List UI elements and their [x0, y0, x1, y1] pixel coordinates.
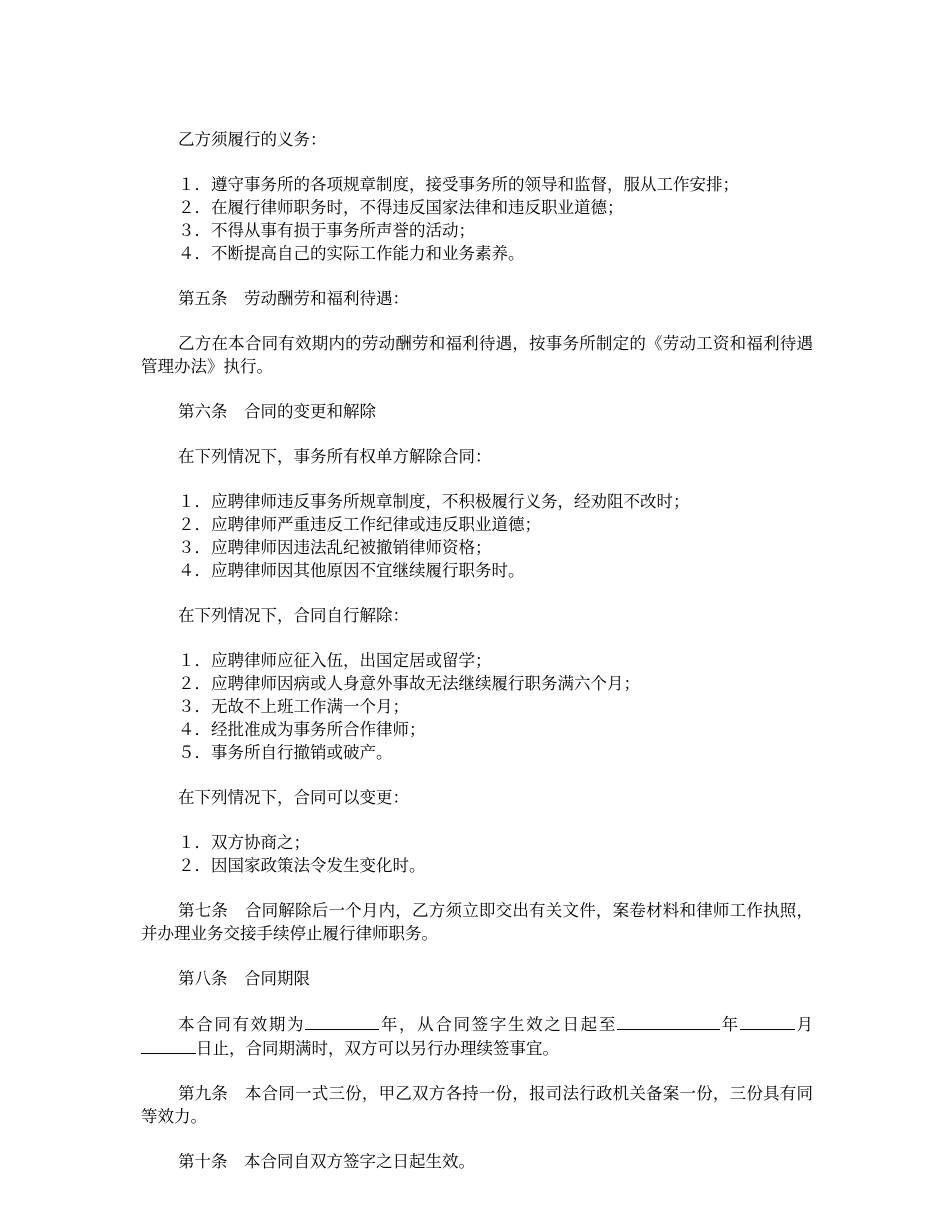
article8-text: 年: [720, 1015, 740, 1034]
article8-body: [141, 1012, 813, 1060]
obligations-heading: 乙方须履行的义务：: [178, 130, 327, 149]
article5-body: 乙方在本合同有效期内的劳动酬劳和福利待遇，按事务所制定的《劳动工资和福利待遇管理办法》执行。: [141, 334, 813, 376]
end-day-blank[interactable]: [141, 1036, 196, 1054]
article8-text: 本合同有效期为: [178, 1015, 306, 1034]
article6-heading: 第六条 合同的变更和解除: [178, 402, 376, 421]
list-item: ５．事务所自行撤销或破产。: [178, 743, 393, 762]
unilateral-termination-list: [141, 490, 813, 582]
unilateral-termination-intro: 在下列情况下，事务所有权单方解除合同：: [178, 447, 492, 466]
article10-body: 第十条 本合同自双方签字之日起生效。: [178, 1152, 475, 1171]
list-item: ４．不断提高自己的实际工作能力和业务素养。: [178, 244, 525, 263]
article7-body: 第七条 合同解除后一个月内，乙方须立即交出有关文件，案卷材料和律师工作执照，并办理业务交接手续停止履行律师职务。: [141, 901, 813, 943]
end-year-blank[interactable]: [617, 1012, 720, 1030]
list-item: １．应聘律师违反事务所规章制度，不积极履行义务，经劝阻不改时；: [178, 492, 690, 511]
article8-text: 年，从合同签字生效之日起至: [379, 1015, 618, 1034]
list-item: ２．应聘律师因病或人身意外事故无法继续履行职务满六个月；: [178, 674, 640, 693]
document-page: [141, 128, 813, 1173]
end-month-blank[interactable]: [740, 1012, 795, 1030]
article8-text: 日止，合同期满时，双方可以另行办理续签事宜。: [196, 1039, 559, 1058]
list-item: １．应聘律师应征入伍，出国定居或留学；: [178, 651, 492, 670]
automatic-termination-list: [141, 649, 813, 764]
list-item: ２．因国家政策法令发生变化时。: [178, 856, 426, 875]
list-item: ３．应聘律师因违法乱纪被撤销律师资格；: [178, 538, 492, 557]
list-item: ２．应聘律师严重违反工作纪律或违反职业道德；: [178, 515, 541, 534]
list-item: １．遵守事务所的各项规章制度，接受事务所的领导和监督，服从工作安排；: [178, 175, 739, 194]
list-item: ２．在履行律师职务时，不得违反国家法律和违反职业道德；: [178, 198, 624, 217]
automatic-termination-intro: 在下列情况下，合同自行解除：: [178, 606, 409, 625]
list-item: ４．应聘律师因其他原因不宜继续履行职务时。: [178, 561, 525, 580]
article9-body: 第九条 本合同一式三份，甲乙双方各持一份，报司法行政机关备案一份，三份具有同等效力。: [141, 1084, 813, 1126]
article8-text: 月: [794, 1015, 814, 1034]
contract-change-list: [141, 831, 813, 877]
article8-heading: 第八条 合同期限: [178, 969, 310, 988]
obligations-list: [141, 173, 813, 265]
article5-heading: 第五条 劳动酬劳和福利待遇：: [178, 289, 409, 308]
list-item: １．双方协商之；: [178, 833, 310, 852]
list-item: ４．经批准成为事务所合作律师；: [178, 720, 426, 739]
contract-change-intro: 在下列情况下，合同可以变更：: [178, 788, 409, 807]
list-item: ３．不得从事有损于事务所声誉的活动；: [178, 221, 475, 240]
list-item: ３．无故不上班工作满一个月；: [178, 697, 409, 716]
years-blank[interactable]: [305, 1012, 379, 1030]
